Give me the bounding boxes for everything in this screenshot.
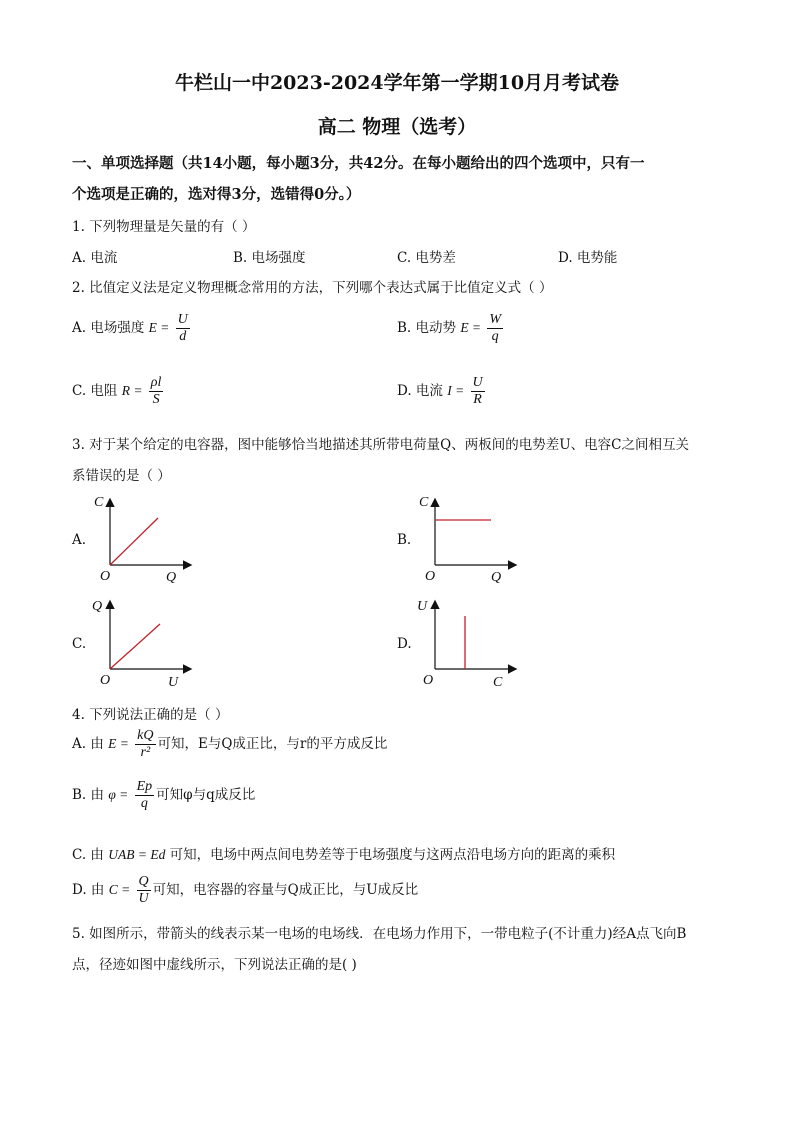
y-axis-label: C — [94, 495, 104, 510]
x-axis-label: Q — [166, 570, 177, 585]
q3-graph-a — [88, 488, 198, 588]
x-axis-label: C — [493, 675, 503, 690]
q3-graph-c — [88, 592, 198, 692]
q4-option-c: C. 由 UAB = Ed 可知，电场中两点间电势差等于电场强度与这两点沿电场方向的距离的乘积 — [72, 847, 616, 863]
exam-title: 牛栏山一中2023-2024学年第一学期10月月考试卷 — [174, 72, 620, 94]
q4-option-d: D. 由 C = $\frac{Q}{U}$ 可知，电容器的容量与Q成正比，与U成反比 — [72, 874, 419, 907]
q1-option-a: A. 电流 — [72, 250, 118, 266]
y-axis-label: Q — [92, 599, 103, 614]
q3-option-d-label: D. — [397, 636, 412, 652]
q1-option-b: B. 电场强度 — [233, 250, 306, 266]
q2-c-fraction: $\frac{\rho l}{S}$ — [150, 375, 162, 408]
q3-option-c-label: C. — [72, 636, 87, 652]
graph-line — [110, 624, 160, 669]
x-axis-label: U — [168, 675, 179, 690]
section-heading-line2: 个选项是正确的，选对得3分，选错得0分。） — [72, 186, 361, 203]
q2-stem: 2. 比值定义法是定义物理概念常用的方法，下列哪个表达式属于比值定义式（ ） — [72, 280, 553, 296]
exam-subtitle: 高二 物理（选考） — [317, 116, 477, 138]
q1-option-d: D. 电势能 — [558, 250, 618, 266]
q3-stem-line2: 系错误的是（ ） — [72, 468, 171, 484]
y-axis-label: C — [419, 495, 429, 510]
q5-stem-line2: 点，径迹如图中虚线所示，下列说法正确的是( ) — [72, 957, 357, 973]
q2-option-b — [397, 312, 505, 345]
q2-b-lhs: E = — [460, 320, 482, 336]
q3-option-b-label: B. — [397, 532, 412, 548]
q2-option-a — [72, 312, 192, 345]
q2-b-label: B. 电动势 — [397, 320, 457, 337]
origin-label: O — [423, 673, 434, 688]
q2-a-label: A. 电场强度 — [72, 320, 145, 337]
q2-b-fraction: $\frac{W}{q}$ — [489, 312, 502, 345]
q2-option-d — [397, 375, 487, 408]
q4-c-formula: UAB = Ed — [108, 847, 166, 862]
q3-graph-d — [413, 592, 523, 692]
origin-label: O — [100, 569, 111, 584]
q2-a-fraction: $\frac{U}{d}$ — [177, 312, 188, 345]
section-heading-line1: 一、单项选择题（共14小题，每小题3分，共42分。在每小题给出的四个选项中，只有一 — [72, 155, 645, 172]
q2-d-lhs: I = — [447, 383, 465, 399]
x-axis-label: Q — [491, 570, 502, 585]
q2-c-label: C. 电阻 — [72, 383, 118, 400]
q4-stem: 4. 下列说法正确的是（ ） — [72, 707, 229, 723]
q1-option-c: C. 电势差 — [397, 250, 456, 266]
y-axis-label: U — [417, 599, 428, 614]
origin-label: O — [100, 673, 111, 688]
q3-stem-line1: 3. 对于某个给定的电容器，图中能够恰当地描述其所带电荷量Q、两板间的电势差U、电容C之间相互关 — [72, 437, 689, 453]
q2-c-lhs: R = — [121, 383, 143, 399]
q4-b-fraction: $\frac{Ep}{q}$ — [136, 779, 153, 812]
q4-option-b: B. 由 φ = $\frac{Ep}{q}$ 可知φ与q成反比 — [72, 779, 256, 812]
origin-label: O — [425, 569, 436, 584]
q4-option-a: A. 由 E = $\frac{kQ}{\text{r²}}$ 可知，E与Q成正比，与r的平方成反比 — [72, 728, 388, 761]
q3-option-a-label: A. — [72, 532, 87, 548]
q5-stem-line1: 5. 如图所示，带箭头的线表示某一电场的电场线．在电场力作用下，一带电粒子(不计重力)经A点飞向B — [72, 926, 687, 942]
q2-d-fraction: $\frac{U}{R}$ — [472, 375, 483, 408]
q4-d-fraction: $\frac{Q}{U}$ — [138, 874, 149, 907]
graph-line — [110, 518, 158, 565]
q2-a-lhs: E = — [148, 320, 170, 336]
q4-a-fraction: $\frac{kQ}{\text{r²}}$ — [137, 728, 154, 761]
q2-option-c — [72, 375, 165, 408]
q3-graph-b — [413, 488, 523, 588]
q2-d-label: D. 电流 — [397, 383, 443, 400]
q1-stem: 1. 下列物理量是矢量的有（ ） — [72, 219, 256, 235]
